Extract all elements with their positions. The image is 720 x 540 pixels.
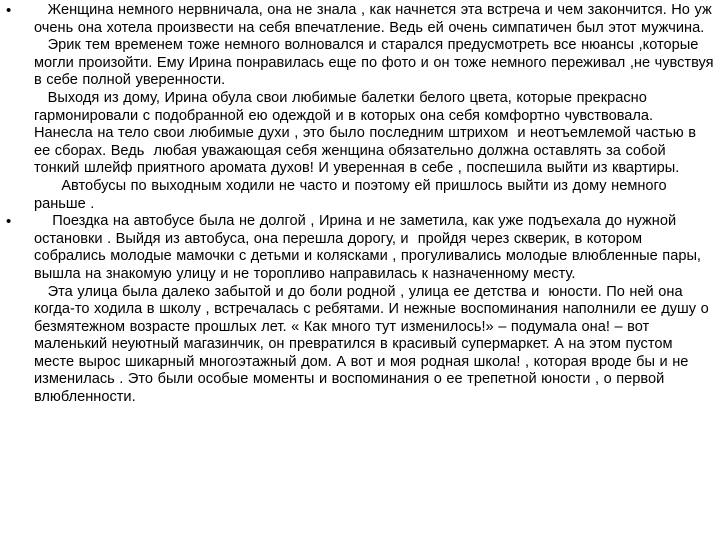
bullet-list: [6, 2, 719, 407]
bullet-item-1: [6, 2, 719, 213]
paragraph: Поездка на автобусе была не долгой , Ирина и не заметила, как уже подъехала до нужной остановки . Выйдя из автобуса, она перешла дорогу, и пройдя через скверик, в котором собрались молодые мамочки с детьми и колясками , прогуливались молодые влюбленные пары, вышла на знакомую улицу и не торопливо направилась к назначенному месту.: [34, 213, 706, 282]
bullet-item-2: [6, 213, 714, 407]
bullet-marker: •: [6, 213, 12, 231]
paragraph: Эрик тем временем тоже немного волновался и старался предусмотреть все нюансы ,которые могли произойти. Ему Ирина понравилась еще по фото и он тоже немного переживал ,не чувствуя в себе полной уверенности.: [34, 37, 719, 89]
paragraph: Выходя из дому, Ирина обула свои любимые балетки белого цвета, которые прекрасно гармонировали с подобранной ею одеждой и в которых она себя комфортно чувствовала. Нанесла на тело свои любимые духи , это было последним штрихом и неотъемлемой частью в ее сборах. Ведь любая уважающая себя женщина обязательно должна оставлять за собой тонкий шлейф приятного аромата духов! И уверенная в себе , поспешила выйти из квартиры.: [34, 89, 701, 177]
paragraph: Женщина немного нервничала, она не знала , как начнется эта встреча и чем закончится. Но уж очень она хотела произвести на себя впечатление. Ведь ей очень симпатичен был этот мужчина.: [34, 2, 717, 36]
paragraph: Эта улица была далеко забытой и до боли родной , улица ее детства и юности. По ней она когда-то ходила в школу , встречалась с ребятами. И нежные воспоминания наполнили ее душу о безмятежном возрасте прошлых лет. « Как много тут изменилось!» – подумала она! – вот маленький неуютный магазинчик, он превратился в красивый супермаркет. А на этом пустом месте вырос шикарный многоэтажный дом. А вот и моя родная школа! , которая вроде бы и не изменилась . Это были особые моменты и воспоминания о ее трепетной юности , о первой влюбленности.: [34, 283, 714, 406]
paragraph: Автобусы по выходным ходили не часто и поэтому ей пришлось выйти из дому немного раньше .: [34, 177, 672, 212]
bullet-marker: •: [6, 2, 12, 19]
